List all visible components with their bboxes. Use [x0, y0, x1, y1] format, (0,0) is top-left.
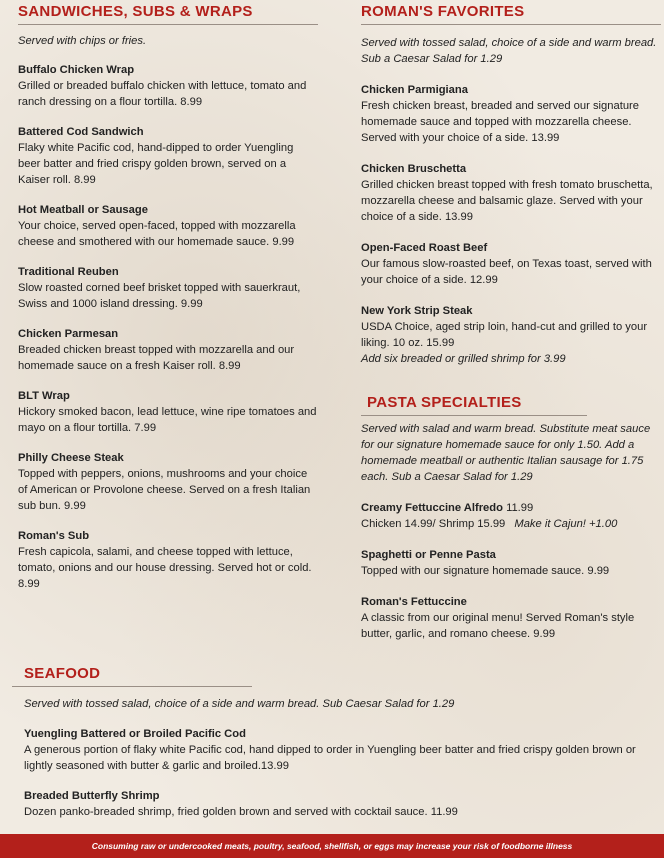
item-description: A generous portion of flaky white Pacific cod, hand dipped to order in Yuengling beer batter and fried crispy golden brown or lightly seasoned with butter & garlic and broiled.13.99	[24, 744, 636, 772]
item-name: Chicken Parmesan	[18, 328, 119, 340]
item-name: Chicken Bruschetta	[361, 163, 467, 175]
item-description: Grilled chicken breast topped with fresh tomato bruschetta, mozzarella cheese and balsamic glaze. Served with your choice of a side. 13.99	[361, 179, 653, 223]
item-name: Battered Cod Sandwich	[18, 126, 144, 138]
favorites-section	[361, 0, 661, 642]
menu-item	[361, 500, 661, 532]
section-divider	[12, 686, 252, 687]
item-name: Hot Meatball or Sausage	[18, 204, 148, 216]
favorites-title: ROMAN'S FAVORITES	[361, 3, 525, 20]
foodborne-illness-disclaimer: Consuming raw or undercooked meats, poultry, seafood, shellfish, or eggs may increase your risk of foodborne illness	[0, 834, 664, 858]
menu-item	[18, 528, 318, 592]
menu-item	[18, 388, 318, 436]
item-description: USDA Choice, aged strip loin, hand-cut and grilled to your liking. 10 oz. 15.99	[361, 321, 648, 349]
item-description: Topped with peppers, onions, mushrooms and your choice of American or Provolone cheese. Served on a fresh Italian sub bun. 9.99	[18, 468, 311, 512]
item-description: Dozen panko-breaded shrimp, fried golden brown and served with cocktail sauce. 11.99	[24, 806, 458, 818]
item-name: Creamy Fettuccine Alfredo	[361, 502, 503, 514]
seafood-title: SEAFOOD	[24, 665, 101, 682]
item-description: Fresh chicken breast, breaded and served our signature homemade sauce and topped with mozzarella cheese. Served with your choice of a side. 13.99	[361, 100, 639, 144]
item-description: Fresh capicola, salami, and cheese topped with lettuce, tomato, onions and our house dressing. Served hot or cold. 8.99	[18, 546, 312, 590]
item-name: Yuengling Battered or Broiled Pacific Cod	[24, 728, 246, 740]
item-description: Chicken 14.99/ Shrimp 15.99	[361, 518, 506, 530]
item-name: Roman's Sub	[18, 530, 90, 542]
section-divider	[361, 415, 587, 416]
item-name: Spaghetti or Penne Pasta	[361, 549, 496, 561]
pasta-section	[361, 391, 661, 642]
item-description: Breaded chicken breast topped with mozzarella and our homemade sauce on a fresh Kaiser roll. 8.99	[18, 344, 295, 372]
menu-item	[361, 303, 661, 367]
item-description: Grilled or breaded buffalo chicken with lettuce, tomato and ranch dressing on a flour tortilla. 8.99	[18, 80, 307, 108]
menu-item	[18, 62, 318, 110]
sandwiches-title: SANDWICHES, SUBS & WRAPS	[18, 3, 253, 20]
item-description: Topped with our signature homemade sauce. 9.99	[361, 565, 610, 577]
seafood-intro: Served with tossed salad, choice of a side and warm bread. Sub Caesar Salad for 1.29	[24, 698, 455, 710]
item-name: Buffalo Chicken Wrap	[18, 64, 135, 76]
section-divider	[361, 24, 661, 25]
item-header	[361, 500, 661, 516]
item-description: Slow roasted corned beef brisket topped with sauerkraut, Swiss and 1000 island dressing. 9.99	[18, 282, 301, 310]
item-description: Flaky white Pacific cod, hand-dipped to order Yuengling beer batter and fried crispy golden brown, served on a Kaiser roll. 8.99	[18, 142, 294, 186]
item-price: 11.99	[506, 502, 534, 514]
item-note: Make it Cajun! +1.00	[514, 518, 618, 530]
item-name: Traditional Reuben	[18, 266, 119, 278]
item-description: Our famous slow-roasted beef, on Texas toast, served with your choice of a side. 12.99	[361, 258, 652, 286]
section-divider	[18, 24, 318, 25]
menu-item	[361, 161, 661, 225]
menu-item	[361, 594, 661, 642]
menu-item	[361, 240, 661, 288]
sandwiches-intro: Served with chips or fries.	[18, 35, 147, 47]
item-name: Philly Cheese Steak	[18, 452, 124, 464]
favorites-intro: Served with tossed salad, choice of a side and warm bread. Sub a Caesar Salad for 1.29	[361, 37, 657, 65]
pasta-title: PASTA SPECIALTIES	[367, 394, 522, 411]
seafood-section	[24, 662, 649, 820]
menu-item	[361, 82, 661, 146]
item-name: Chicken Parmigiana	[361, 84, 468, 96]
menu-item	[18, 264, 318, 312]
item-description: Hickory smoked bacon, lead lettuce, wine ripe tomatoes and mayo on a flour tortilla. 7.99	[18, 406, 317, 434]
item-name: New York Strip Steak	[361, 305, 473, 317]
menu-item	[18, 202, 318, 250]
item-name: BLT Wrap	[18, 390, 70, 402]
item-name: Roman's Fettuccine	[361, 596, 467, 608]
menu-item	[18, 326, 318, 374]
pasta-intro: Served with salad and warm bread. Substitute meat sauce for our signature homemade sauce for only 1.50. Add a homemade meatball or authentic Italian sausage for 1.75 each. Sub a Caesar Salad for 1.29	[361, 423, 651, 483]
item-note: Add six breaded or grilled shrimp for 3.99	[361, 353, 566, 365]
menu-item	[361, 547, 661, 579]
item-description: Your choice, served open-faced, topped with mozzarella cheese and smothered with our homemade sauce. 9.99	[18, 220, 296, 248]
menu-item	[24, 726, 649, 774]
menu-item	[18, 124, 318, 188]
sandwiches-section	[18, 0, 318, 592]
menu-item	[24, 788, 649, 820]
item-name: Breaded Butterfly Shrimp	[24, 790, 160, 802]
item-name: Open-Faced Roast Beef	[361, 242, 488, 254]
menu-item	[18, 450, 318, 514]
item-description: A classic from our original menu! Served Roman's style butter, garlic, and romano cheese. 9.99	[361, 612, 635, 640]
